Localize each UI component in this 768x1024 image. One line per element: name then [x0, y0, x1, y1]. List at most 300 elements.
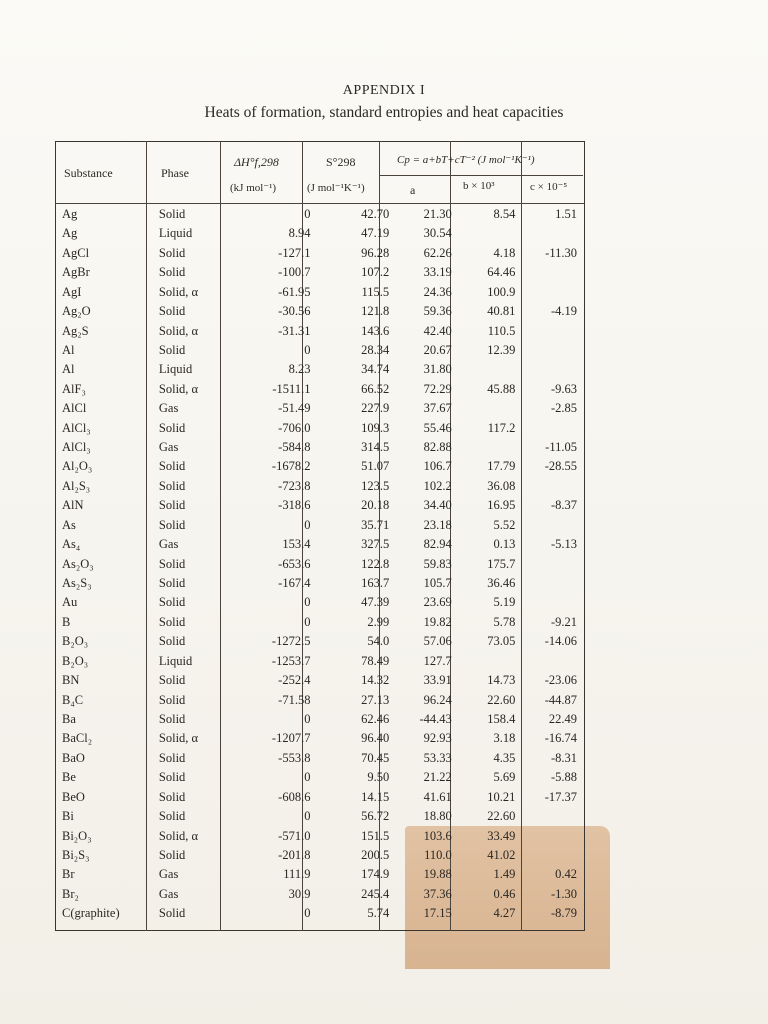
cp-c-cell: -16.74	[544, 731, 577, 746]
phase-cell: Solid	[158, 207, 186, 221]
substance-cell: Al₂S₃	[62, 478, 91, 493]
table-row	[56, 496, 583, 515]
cp-c-cell: -5.88	[550, 770, 577, 785]
entropy-cell: 151.5	[361, 828, 390, 843]
table-row	[56, 516, 583, 535]
cp-b-cell: 17.79	[487, 459, 516, 474]
phase-cell: Solid, α	[158, 381, 199, 396]
cp-a-cell: 102.2	[423, 478, 452, 493]
cp-c-cell: -4.19	[550, 304, 577, 319]
table-row	[56, 574, 583, 593]
table-row	[56, 768, 583, 787]
substance-cell: BeO	[62, 789, 85, 804]
entropy-cell: 96.28	[361, 245, 390, 260]
cp-c-cell: 0.42	[555, 867, 577, 882]
entropy-cell: 143.6	[361, 323, 390, 338]
cp-c-cell	[521, 322, 583, 341]
substance-cell: Bi	[62, 809, 74, 824]
phase-cell: Solid	[158, 906, 186, 921]
dh-cell: -653.6	[278, 556, 311, 571]
table-row	[56, 399, 583, 418]
cp-c-cell: -8.31	[550, 750, 577, 765]
cp-a-cell: -44.43	[419, 711, 452, 726]
substance-cell: AlN	[62, 498, 84, 513]
cp-a-cell: 31.80	[423, 362, 452, 377]
cp-b-cell: 0.13	[493, 537, 516, 552]
dh-cell: 0	[304, 614, 311, 629]
table-row	[56, 555, 583, 574]
cp-c-cell: -14.06	[544, 634, 577, 649]
dh-cell: 111.9	[283, 867, 311, 882]
dh-cell: -167.4	[278, 576, 311, 591]
col-header-cp-b: b × 10³	[463, 180, 495, 192]
cp-b-cell: 40.81	[487, 304, 516, 319]
col-header-s-unit: (J mol⁻¹K⁻¹)	[307, 182, 365, 194]
col-header-dh-symbol: ΔH°f,298	[234, 155, 279, 169]
cp-b-cell: 8.54	[493, 207, 516, 221]
cp-c-cell: -28.55	[544, 459, 577, 474]
dh-cell: -71.58	[278, 692, 311, 707]
entropy-cell: 66.52	[361, 381, 390, 396]
cp-a-cell: 92.93	[423, 731, 452, 746]
col-header-s-symbol: S°298	[326, 155, 356, 169]
cp-a-cell: 23.18	[423, 517, 452, 532]
entropy-cell: 42.70	[361, 207, 390, 221]
col-header-cp-c: c × 10⁻⁵	[530, 181, 568, 193]
phase-cell: Solid	[158, 634, 186, 649]
table-row	[56, 729, 583, 748]
substance-cell: AlCl₃	[62, 420, 91, 435]
entropy-cell: 163.7	[361, 576, 390, 591]
substance-cell: Ag	[62, 226, 78, 241]
cp-c-cell	[521, 807, 583, 826]
cp-b-cell: 4.18	[493, 245, 516, 260]
dh-cell: -318.6	[278, 498, 311, 513]
substance-cell: BN	[62, 673, 80, 688]
cp-c-cell	[521, 263, 583, 282]
cp-a-cell: 59.36	[423, 304, 452, 319]
entropy-cell: 34.74	[361, 362, 390, 377]
cp-b-cell: 33.49	[487, 828, 516, 843]
cp-c-cell: -23.06	[544, 673, 577, 688]
table-row	[56, 380, 583, 399]
cp-c-cell	[521, 341, 583, 360]
dh-cell: 8.94	[288, 226, 311, 241]
dh-cell: 0	[304, 207, 311, 221]
table-row	[56, 904, 583, 923]
cp-b-cell: 16.95	[487, 498, 516, 513]
substance-cell: B₂O₃	[62, 634, 89, 649]
dh-cell: 0	[304, 809, 311, 824]
cp-c-cell: -11.05	[545, 440, 577, 455]
entropy-cell: 51.07	[361, 459, 390, 474]
cp-c-cell: 1.51	[555, 207, 577, 221]
table-row	[56, 865, 583, 884]
cp-a-cell: 82.88	[423, 440, 452, 455]
cp-c-cell: -2.85	[550, 401, 577, 416]
substance-cell: As₂S₃	[62, 576, 92, 591]
cp-a-cell: 17.15	[423, 906, 452, 921]
substance-cell: As	[62, 517, 76, 532]
cp-c-cell: 22.49	[548, 711, 577, 726]
entropy-cell: 35.71	[361, 517, 390, 532]
phase-cell: Liquid	[158, 653, 193, 668]
cp-a-cell: 53.33	[423, 750, 452, 765]
cp-b-cell: 36.08	[487, 478, 516, 493]
cp-a-cell: 33.19	[423, 265, 452, 280]
appendix-heading: APPENDIX I	[342, 83, 426, 98]
substance-cell: Al	[62, 362, 75, 377]
substance-cell: Bi₂S₃	[62, 847, 90, 862]
entropy-cell: 9.50	[367, 770, 390, 785]
cp-b-cell: 22.60	[487, 692, 516, 707]
phase-cell: Solid	[158, 265, 186, 280]
dh-cell: 30.9	[288, 886, 311, 901]
cp-c-cell	[521, 846, 583, 865]
entropy-cell: 62.46	[361, 711, 390, 726]
phase-cell: Solid	[158, 770, 186, 785]
cp-a-cell: 24.36	[423, 284, 452, 299]
substance-cell: Au	[62, 595, 78, 610]
substance-cell: As₂O₃	[62, 556, 94, 571]
dh-cell: -571.0	[278, 828, 311, 843]
cp-a-cell: 105.7	[423, 576, 452, 591]
dh-cell: -584.8	[278, 440, 311, 455]
table-row	[56, 691, 583, 710]
cp-c-cell: -17.37	[544, 789, 577, 804]
cp-b-cell	[458, 652, 522, 671]
entropy-cell: 200.5	[361, 847, 390, 862]
phase-cell: Solid, α	[158, 323, 199, 338]
table-row	[56, 224, 583, 243]
table-row	[56, 302, 583, 321]
entropy-cell: 174.9	[361, 867, 390, 882]
cp-c-cell: -5.13	[550, 537, 577, 552]
phase-cell: Gas	[158, 867, 179, 882]
cp-a-cell: 62.26	[423, 245, 452, 260]
dh-cell: -100.7	[278, 265, 311, 280]
cp-a-cell: 37.36	[423, 886, 452, 901]
dh-cell: -1207.7	[271, 731, 311, 746]
dh-cell: 0	[304, 906, 311, 921]
table-row	[56, 671, 583, 690]
header-rule	[55, 203, 584, 204]
cp-a-cell: 33.91	[423, 673, 452, 688]
cp-b-cell	[458, 399, 522, 418]
cp-b-cell: 158.4	[487, 711, 516, 726]
cp-c-cell	[521, 827, 583, 846]
entropy-cell: 56.72	[361, 809, 390, 824]
table-row	[56, 885, 583, 904]
cp-b-cell: 41.02	[487, 847, 516, 862]
substance-cell: AgCl	[62, 245, 90, 260]
substance-cell: As₄	[62, 537, 81, 552]
phase-cell: Solid, α	[158, 284, 199, 299]
phase-cell: Solid	[158, 789, 186, 804]
phase-cell: Solid, α	[158, 828, 199, 843]
substance-cell: Ag₂S	[62, 323, 89, 338]
entropy-cell: 14.15	[361, 789, 390, 804]
cp-a-cell: 19.88	[423, 867, 452, 882]
cp-a-cell: 55.46	[423, 420, 452, 435]
entropy-cell: 70.45	[361, 750, 390, 765]
cp-a-cell: 110.0	[424, 847, 452, 862]
cp-c-cell	[521, 360, 583, 379]
cp-c-cell: -1.30	[550, 886, 577, 901]
cp-c-cell: -11.30	[545, 245, 577, 260]
cp-c-cell	[521, 419, 583, 438]
cp-b-cell: 36.46	[487, 576, 516, 591]
header-subrule	[379, 175, 583, 176]
cp-b-cell: 110.5	[487, 323, 516, 338]
cp-a-cell: 37.67	[423, 401, 452, 416]
cp-b-cell	[458, 438, 522, 457]
table-row	[56, 244, 583, 263]
substance-cell: B₄C	[62, 692, 84, 707]
substance-cell: B	[62, 614, 71, 629]
dh-cell: -201.8	[278, 847, 311, 862]
dh-cell: -1511.1	[272, 381, 311, 396]
phase-cell: Solid	[158, 750, 186, 765]
phase-cell: Solid, α	[158, 731, 199, 746]
cp-a-cell: 103.6	[423, 828, 452, 843]
table-title: Heats of formation, standard entropies and heat capacities	[204, 104, 564, 121]
entropy-cell: 107.2	[361, 265, 390, 280]
cp-a-cell: 34.40	[423, 498, 452, 513]
phase-cell: Solid	[158, 498, 186, 513]
entropy-cell: 2.99	[367, 614, 390, 629]
phase-cell: Gas	[158, 886, 179, 901]
cp-b-cell: 73.05	[487, 634, 516, 649]
cp-a-cell: 21.22	[423, 770, 452, 785]
entropy-cell: 14.32	[361, 673, 390, 688]
entropy-cell: 20.18	[361, 498, 390, 513]
substance-cell: AlF₃	[62, 381, 86, 396]
cp-c-cell: -8.37	[550, 498, 577, 513]
dh-cell: 0	[304, 711, 311, 726]
phase-cell: Solid	[158, 517, 186, 532]
phase-cell: Solid	[158, 478, 186, 493]
table-row	[56, 283, 583, 302]
table-row	[56, 788, 583, 807]
entropy-cell: 122.8	[361, 556, 390, 571]
cp-a-cell: 57.06	[423, 634, 452, 649]
cp-c-cell: -9.21	[550, 614, 577, 629]
entropy-cell: 5.74	[367, 906, 390, 921]
entropy-cell: 245.4	[361, 886, 390, 901]
cp-b-cell: 5.52	[493, 517, 516, 532]
cp-a-cell: 41.61	[423, 789, 452, 804]
cp-a-cell: 96.24	[423, 692, 452, 707]
table-row	[56, 827, 583, 846]
cp-a-cell: 30.54	[423, 226, 452, 241]
phase-cell: Solid	[158, 576, 186, 591]
cp-c-cell	[521, 593, 583, 612]
cp-c-cell: -44.87	[544, 692, 577, 707]
phase-cell: Gas	[158, 401, 179, 416]
table-row	[56, 613, 583, 632]
thermo-data-table	[56, 205, 583, 924]
dh-cell: -31.31	[278, 323, 311, 338]
cp-b-cell: 4.27	[493, 906, 516, 921]
cp-b-cell: 0.46	[493, 886, 516, 901]
substance-cell: Ag	[62, 207, 78, 221]
table-row	[56, 438, 583, 457]
table-row	[56, 535, 583, 554]
cp-a-cell: 18.80	[423, 809, 452, 824]
substance-cell: Ba	[62, 711, 76, 726]
substance-cell: Al	[62, 342, 75, 357]
phase-cell: Liquid	[158, 362, 193, 377]
substance-cell: Be	[62, 770, 76, 785]
phase-cell: Solid	[158, 711, 186, 726]
cp-b-cell	[458, 360, 522, 379]
cp-b-cell: 64.46	[487, 265, 516, 280]
cp-a-cell: 106.7	[423, 459, 452, 474]
cp-b-cell: 1.49	[493, 867, 516, 882]
cp-b-cell: 5.69	[493, 770, 516, 785]
cp-c-cell	[521, 574, 583, 593]
cp-c-cell	[521, 477, 583, 496]
dh-cell: 0	[304, 517, 311, 532]
cp-a-cell: 23.69	[423, 595, 452, 610]
substance-cell: BaCl₂	[62, 731, 93, 746]
cp-c-cell	[521, 652, 583, 671]
cp-b-cell: 3.18	[493, 731, 516, 746]
cp-b-cell: 22.60	[487, 809, 516, 824]
substance-cell: C(graphite)	[62, 906, 120, 921]
entropy-cell: 109.3	[361, 420, 390, 435]
cp-a-cell: 19.82	[423, 614, 452, 629]
dh-cell: -1678.2	[271, 459, 311, 474]
dh-cell: -127.1	[278, 245, 311, 260]
substance-cell: BaO	[62, 750, 85, 765]
table-row	[56, 846, 583, 865]
dh-cell: -553.8	[278, 750, 311, 765]
cp-c-cell	[521, 555, 583, 574]
dh-cell: 0	[304, 770, 311, 785]
col-header-dh-unit: (kJ mol⁻¹)	[230, 182, 277, 194]
dh-cell: -706.0	[278, 420, 311, 435]
cp-b-cell: 10.21	[487, 789, 516, 804]
cp-b-cell: 4.35	[493, 750, 516, 765]
phase-cell: Solid	[158, 342, 186, 357]
dh-cell: 0	[304, 595, 311, 610]
entropy-cell: 314.5	[361, 440, 390, 455]
col-header-cp-a: a	[410, 183, 416, 197]
dh-cell: -1253.7	[271, 653, 311, 668]
table-row	[56, 263, 583, 282]
phase-cell: Gas	[158, 440, 179, 455]
phase-cell: Solid	[158, 420, 186, 435]
cp-b-cell: 117.2	[487, 420, 516, 435]
entropy-cell: 47.39	[361, 595, 390, 610]
dh-cell: 0	[304, 342, 311, 357]
entropy-cell: 123.5	[361, 478, 390, 493]
entropy-cell: 121.8	[361, 304, 390, 319]
phase-cell: Solid	[158, 673, 186, 688]
table-row	[56, 632, 583, 651]
phase-cell: Liquid	[158, 226, 193, 241]
table-row	[56, 807, 583, 826]
cp-b-cell: 100.9	[487, 284, 516, 299]
table-row	[56, 457, 583, 476]
cp-a-cell: 127.7	[423, 653, 452, 668]
cp-a-cell: 42.40	[423, 323, 452, 338]
substance-cell: AgI	[62, 284, 82, 299]
substance-cell: B₂O₃	[62, 653, 89, 668]
substance-cell: Br	[62, 867, 75, 882]
substance-cell: Bi₂O₃	[62, 828, 92, 843]
entropy-cell: 28.34	[361, 342, 390, 357]
table-row	[56, 593, 583, 612]
phase-cell: Solid	[158, 809, 186, 824]
entropy-cell: 54.0	[367, 634, 390, 649]
phase-cell: Solid	[158, 692, 186, 707]
cp-c-cell	[521, 283, 583, 302]
dh-cell: 8.23	[288, 362, 311, 377]
dh-cell: -1272.5	[271, 634, 311, 649]
table-row	[56, 652, 583, 671]
cp-a-cell: 82.94	[423, 537, 452, 552]
dh-cell: -51.49	[278, 401, 311, 416]
phase-cell: Solid	[158, 614, 186, 629]
table-row	[56, 710, 583, 729]
dh-cell: -30.56	[278, 304, 311, 319]
entropy-cell: 27.13	[361, 692, 390, 707]
dh-cell: -252.4	[278, 673, 311, 688]
dh-cell: -61.95	[278, 284, 311, 299]
substance-cell: AlCl	[62, 401, 87, 416]
col-header-phase: Phase	[161, 166, 189, 180]
cp-b-cell	[458, 224, 522, 243]
cp-a-cell: 59.83	[423, 556, 452, 571]
phase-cell: Solid	[158, 556, 186, 571]
entropy-cell: 78.49	[361, 653, 390, 668]
cp-b-cell: 45.88	[487, 381, 516, 396]
phase-cell: Gas	[158, 537, 179, 552]
cp-a-cell: 72.29	[423, 381, 452, 396]
entropy-cell: 115.5	[361, 284, 390, 299]
entropy-cell: 96.40	[361, 731, 390, 746]
phase-cell: Solid	[158, 847, 186, 862]
dh-cell: -608.6	[278, 789, 311, 804]
entropy-cell: 47.19	[361, 226, 390, 241]
table-row	[56, 205, 583, 224]
cp-c-cell: -8.79	[550, 906, 577, 921]
substance-cell: Ag₂O	[62, 304, 91, 319]
phase-cell: Solid	[158, 304, 186, 319]
col-header-substance: Substance	[64, 166, 113, 180]
phase-cell: Solid	[158, 595, 186, 610]
entropy-cell: 227.9	[361, 401, 390, 416]
dh-cell: 153.4	[282, 537, 311, 552]
table-row	[56, 749, 583, 768]
substance-cell: AgBr	[62, 265, 90, 280]
cp-a-cell: 20.67	[423, 342, 452, 357]
substance-cell: Br₂	[62, 886, 79, 901]
table-row	[56, 322, 583, 341]
dh-cell: -723.8	[278, 478, 311, 493]
cp-c-cell	[521, 516, 583, 535]
cp-b-cell: 12.39	[487, 342, 516, 357]
table-row	[56, 360, 583, 379]
cp-c-cell	[521, 224, 583, 243]
phase-cell: Solid	[158, 245, 186, 260]
cp-b-cell: 175.7	[487, 556, 516, 571]
entropy-cell: 327.5	[361, 537, 390, 552]
table-row	[56, 419, 583, 438]
